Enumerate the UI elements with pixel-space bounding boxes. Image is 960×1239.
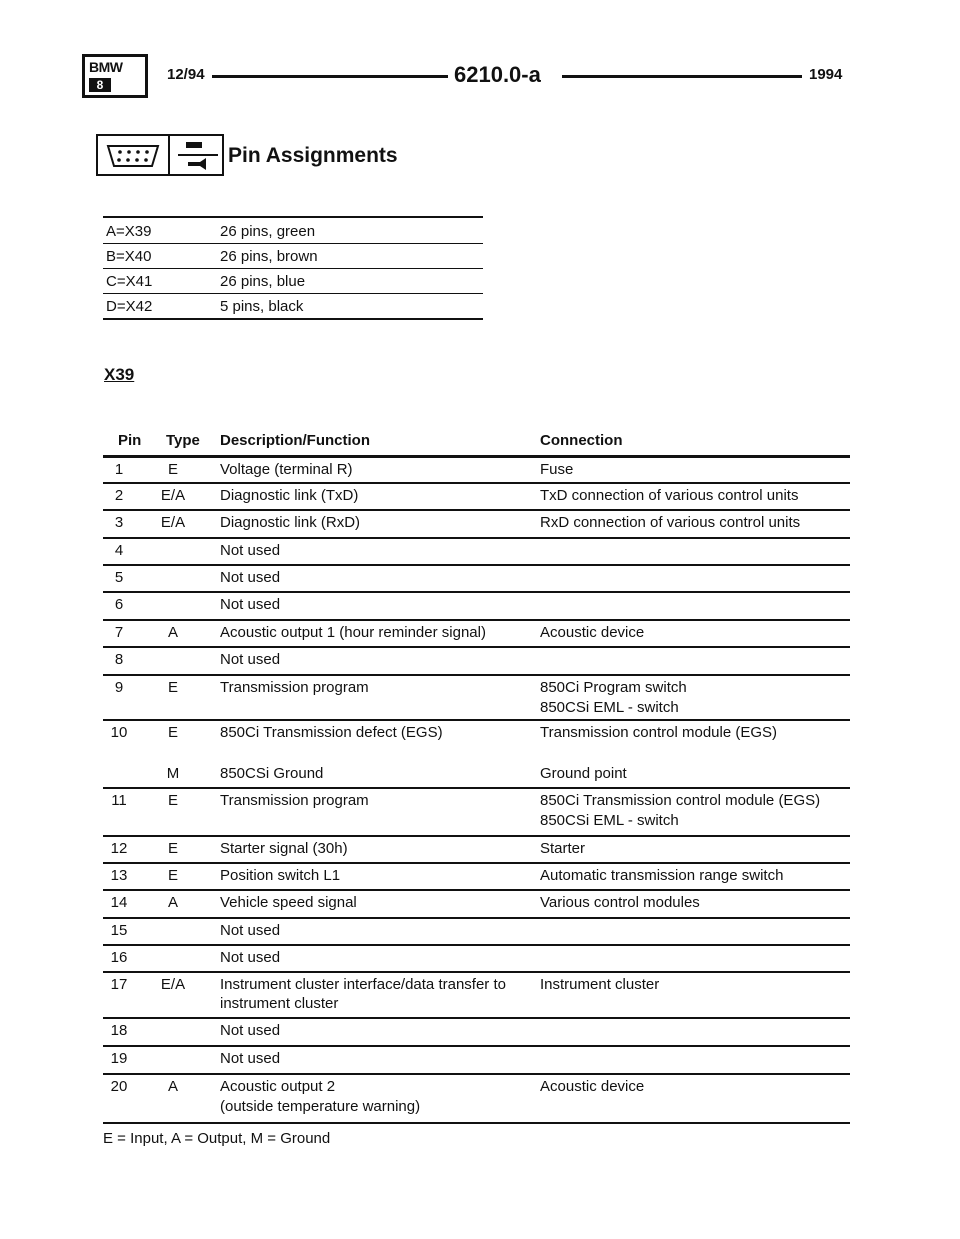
pin-description: Not used (220, 1022, 281, 1039)
row-rule (103, 564, 850, 566)
pin-description: Diagnostic link (TxD) (220, 487, 359, 504)
pin-connection-secondary: 850CSi EML - switch (540, 812, 679, 829)
pin-connection-secondary: 850CSi EML - switch (540, 699, 679, 716)
pin-number: 1 (114, 461, 124, 478)
connector-row (103, 218, 483, 243)
column-header-pin: Pin (118, 432, 142, 449)
header-year: 1994 (809, 66, 843, 83)
pin-number: 11 (111, 792, 127, 809)
pin-number: 15 (110, 922, 128, 939)
connector-code: B=X40 (106, 248, 152, 265)
row-rule (103, 971, 850, 973)
pin-type: E (167, 679, 178, 696)
pin-type: E/A (160, 976, 186, 993)
pin-connection: 850Ci Transmission control module (EGS) (540, 792, 821, 809)
page-title: Pin Assignments (228, 144, 398, 167)
pin-connection: Starter (540, 840, 586, 857)
pin-description: Acoustic output 1 (hour reminder signal) (220, 624, 486, 641)
pin-number: 16 (110, 949, 128, 966)
pin-description: Voltage (terminal R) (220, 461, 353, 478)
connector-row (103, 293, 483, 318)
pin-connection: Fuse (540, 461, 574, 478)
bmw-logo (82, 54, 148, 98)
pin-type: E (167, 792, 178, 809)
pin-description: Position switch L1 (220, 867, 341, 884)
connector-desc: 26 pins, blue (220, 273, 306, 290)
connector-code: D=X42 (106, 298, 153, 315)
plug-icon (170, 136, 224, 174)
pin-type: A (167, 1078, 178, 1095)
pin-description-secondary: instrument cluster (220, 995, 339, 1012)
pin-number: 20 (110, 1078, 128, 1095)
table-bottom-rule (103, 1122, 850, 1124)
row-rule (103, 719, 850, 721)
column-header-description: Description/Function (220, 432, 370, 449)
row-rule (103, 1073, 850, 1075)
pin-type-secondary: M (166, 765, 180, 782)
pin-description: Instrument cluster interface/data transfer to (220, 976, 506, 993)
pin-connection: Transmission control module (EGS) (540, 724, 778, 741)
pin-connection-secondary: Ground point (540, 765, 627, 782)
connector-row (103, 243, 483, 268)
pin-number: 7 (114, 624, 124, 641)
header-date: 12/94 (167, 66, 205, 83)
pin-type: E (167, 840, 178, 857)
pin-number: 9 (114, 679, 124, 696)
header-rule-left (212, 75, 448, 78)
pin-connection: TxD connection of various control units (540, 487, 799, 504)
pin-description: Not used (220, 651, 281, 668)
pin-number: 6 (114, 596, 124, 613)
row-rule (103, 787, 850, 789)
pin-description: Not used (220, 922, 281, 939)
pin-description: Not used (220, 1050, 281, 1067)
column-header-type: Type (166, 432, 200, 449)
pin-number: 8 (114, 651, 124, 668)
pin-number: 14 (110, 894, 128, 911)
pin-type: A (167, 624, 178, 641)
pin-number: 18 (110, 1022, 128, 1039)
pin-connection: RxD connection of various control units (540, 514, 801, 531)
connector-desc: 26 pins, brown (220, 248, 318, 265)
logo-text-bottom: 8 (89, 78, 111, 92)
row-rule (103, 1045, 850, 1047)
pin-type: A (167, 894, 178, 911)
pin-description: Not used (220, 569, 281, 586)
pin-number: 19 (110, 1050, 128, 1067)
logo-text-top: BMW (89, 59, 123, 75)
pin-type: E (167, 867, 178, 884)
connector-desc: 26 pins, green (220, 223, 316, 240)
header-rule-right (562, 75, 802, 78)
pin-connection: Acoustic device (540, 1078, 645, 1095)
row-rule (103, 482, 850, 484)
pin-description: Acoustic output 2 (220, 1078, 336, 1095)
connector-row (103, 268, 483, 293)
connector-pin-icon (96, 134, 224, 176)
pin-number: 2 (114, 487, 124, 504)
row-rule (103, 835, 850, 837)
pin-description-secondary: 850CSi Ground (220, 765, 324, 782)
pin-description: Not used (220, 542, 281, 559)
pin-number: 5 (114, 569, 124, 586)
pin-type: E/A (160, 487, 186, 504)
section-heading: X39 (104, 365, 135, 384)
list-rule-bottom (103, 318, 483, 320)
pin-description: Not used (220, 949, 281, 966)
row-rule (103, 944, 850, 946)
pin-type: E (167, 724, 178, 741)
type-legend: E = Input, A = Output, M = Ground (103, 1130, 331, 1147)
pin-type: E (167, 461, 178, 478)
pin-connection: Instrument cluster (540, 976, 660, 993)
row-rule (103, 619, 850, 621)
pin-description: Starter signal (30h) (220, 840, 348, 857)
pin-connection: Automatic transmission range switch (540, 867, 784, 884)
row-rule (103, 537, 850, 539)
row-rule (103, 591, 850, 593)
pin-description: Diagnostic link (RxD) (220, 514, 361, 531)
pin-connection: 850Ci Program switch (540, 679, 687, 696)
pin-description: Not used (220, 596, 281, 613)
row-rule (103, 1017, 850, 1019)
row-rule (103, 917, 850, 919)
pin-number: 12 (110, 840, 128, 857)
row-rule (103, 862, 850, 864)
pin-description: Transmission program (220, 792, 369, 809)
header-doc-number: 6210.0-a (454, 62, 541, 87)
row-rule (103, 509, 850, 511)
pin-description-secondary: (outside temperature warning) (220, 1098, 421, 1115)
pin-number: 4 (114, 542, 124, 559)
pin-connection: Various control modules (540, 894, 700, 911)
row-rule (103, 646, 850, 648)
row-rule (103, 889, 850, 891)
column-header-connection: Connection (540, 432, 623, 449)
pin-type: E/A (160, 514, 186, 531)
pin-description: Transmission program (220, 679, 369, 696)
pin-connection: Acoustic device (540, 624, 645, 641)
pin-number: 13 (110, 867, 128, 884)
pin-number: 17 (110, 976, 128, 993)
pin-number: 10 (110, 724, 128, 741)
connector-desc: 5 pins, black (220, 298, 304, 315)
pin-description: 850Ci Transmission defect (EGS) (220, 724, 443, 741)
pin-number: 3 (114, 514, 124, 531)
connector-code: C=X41 (106, 273, 153, 290)
connector-code: A=X39 (106, 223, 152, 240)
row-rule (103, 674, 850, 676)
table-header-rule (103, 455, 850, 458)
pin-description: Vehicle speed signal (220, 894, 357, 911)
